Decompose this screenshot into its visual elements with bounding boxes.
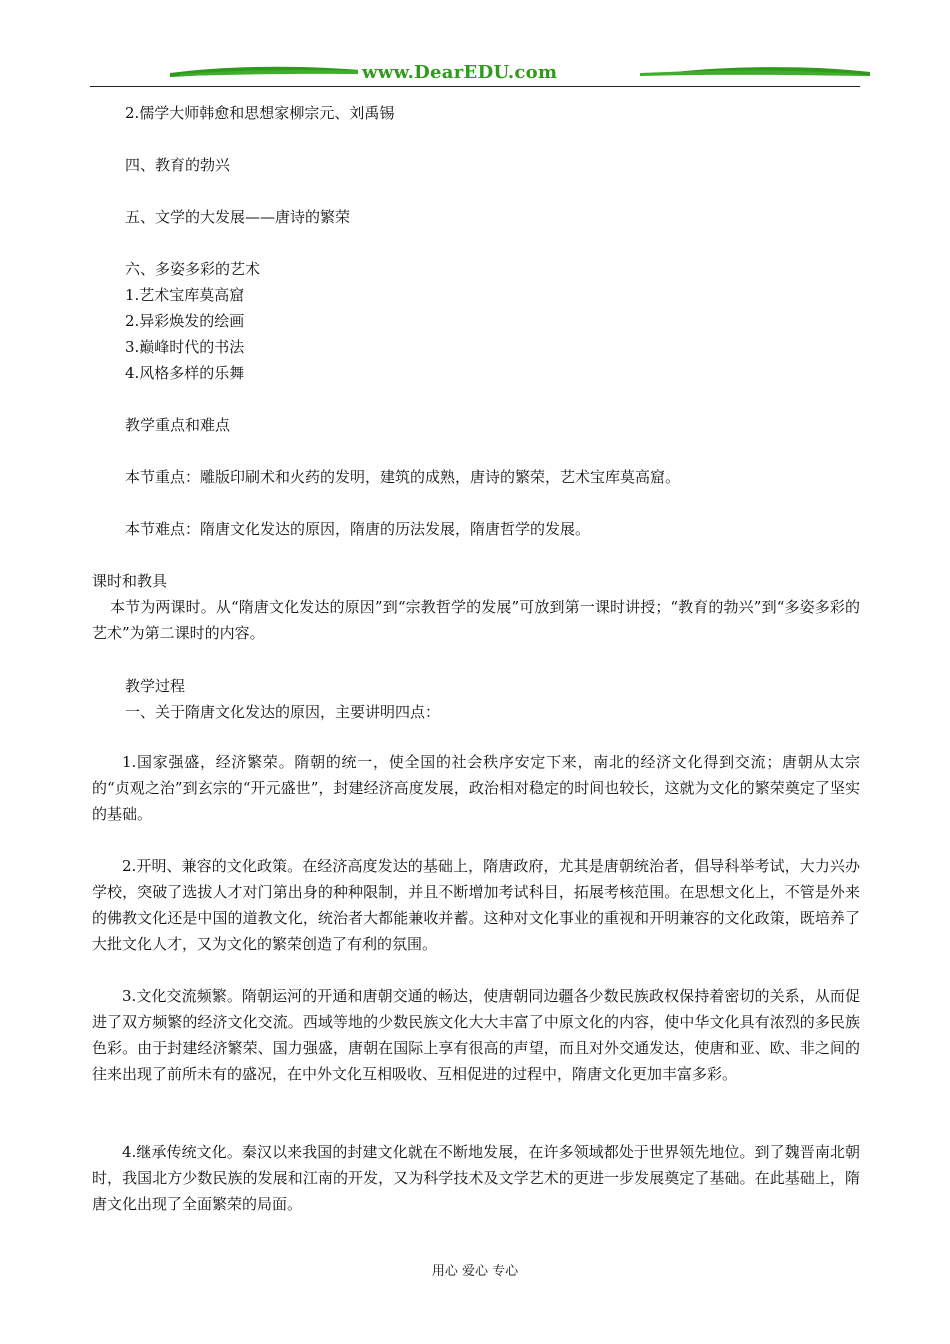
section-heading: 教学过程 <box>125 677 186 695</box>
paragraph: 1.国家强盛，经济繁荣。隋朝的统一，使全国的社会秩序安定下来，南北的经济文化得到交流；唐朝从太宗的“贞观之治”到玄宗的“开元盛世”，封建经济高度发展，政治相对稳定的时间也较长，这就为文化的繁荣奠定了坚实的基础。 <box>92 753 860 823</box>
list-item: 1.艺术宝库莫高窟 <box>125 286 245 304</box>
text-line: 2.儒学大师韩愈和思想家柳宗元、刘禹锡 <box>125 104 395 122</box>
paragraph: 2.开明、兼容的文化政策。在经济高度发达的基础上，隋唐政府，尤其是唐朝统治者，倡导科举考试，大力兴办学校，突破了选拔人才对门第出身的种种限制，并且不断增加考试科目，拓展考核范围。在思想文化上，不管是外来的佛教文化还是中国的道教文化，统治者大都能兼收并蓄。这种对文化事业的重视和开明兼容的文化政策，既培养了大批文化人才，又为文化的繁荣创造了有利的氛围。 <box>92 857 860 953</box>
page-footer: 用心 爱心 专心 <box>431 1264 519 1279</box>
header-rule <box>90 86 860 87</box>
paragraph: 本节为两课时。从“隋唐文化发达的原因”到“宗教哲学的发展”可放到第一课时讲授；“教育的勃兴”到“多姿多彩的艺术”为第二课时的内容。 <box>92 598 860 642</box>
page-header <box>90 60 860 90</box>
section-heading: 课时和教具 <box>92 572 168 590</box>
text-line: 一、关于隋唐文化发达的原因，主要讲明四点： <box>125 703 441 721</box>
paragraph: 3.文化交流频繁。隋朝运河的开通和唐朝交通的畅达，使唐朝同边疆各少数民族政权保持着密切的关系，从而促进了双方频繁的经济文化交流。西域等地的少数民族文化大大丰富了中原文化的内容，使中华文化具有浓烈的多民族色彩。由于封建经济繁荣、国力强盛，唐朝在国际上享有很高的声望，而且对外交通发达，使唐和亚、欧、非之间的往来出现了前所未有的盛况，在中外文化互相吸收、互相促进的过程中，隋唐文化更加丰富多彩。 <box>92 987 860 1083</box>
section-heading: 教学重点和难点 <box>125 416 231 434</box>
section-heading: 五、文学的大发展——唐诗的繁荣 <box>125 208 351 226</box>
text-line: 本节难点：隋唐文化发达的原因，隋唐的历法发展，隋唐哲学的发展。 <box>125 520 591 538</box>
text-line: 本节重点：雕版印刷术和火药的发明，建筑的成熟，唐诗的繁荣，艺术宝库莫高窟。 <box>125 468 681 486</box>
list-item: 2.异彩焕发的绘画 <box>125 312 245 330</box>
site-logo[interactable]: www.DearEDU.com <box>358 62 561 83</box>
paragraph: 4.继承传统文化。秦汉以来我国的封建文化就在不断地发展，在许多领域都处于世界领先地位。到了魏晋南北朝时，我国北方少数民族的发展和江南的开发，又为科学技术及文学艺术的更进一步发展奠定了基础。在此基础上，隋唐文化出现了全面繁荣的局面。 <box>92 1143 860 1213</box>
list-item: 4.风格多样的乐舞 <box>125 364 245 382</box>
section-heading: 四、教育的勃兴 <box>125 156 231 174</box>
list-item: 3.巅峰时代的书法 <box>125 338 245 356</box>
section-heading: 六、多姿多彩的艺术 <box>125 260 261 278</box>
